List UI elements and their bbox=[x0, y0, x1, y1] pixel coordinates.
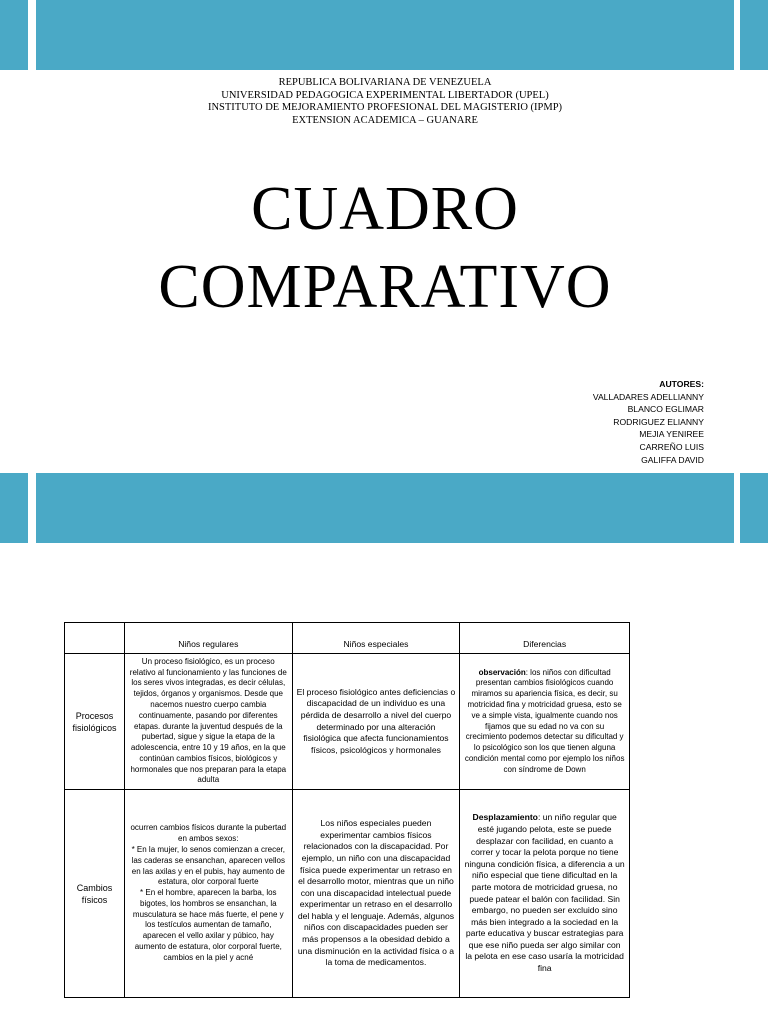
diferencias-text: : un niño regular que esté jugando pelota, este se puede desplazar con facilidad, en cuanto a correr y tocar la pelota porque no tiene ninguna condición física, a diferencia a un niño especial que tiene dificultad en la parte motora de motricidad gruesa, no puede patear el balón con facilidad. Sin embargo, no pueden ser excluido sino más bien integrado a la sociedad en la parte educativa y buscar estrategias para que ese niño pueda ser algo similar con la pelota en ese caso usaría la motricidad fina bbox=[464, 812, 625, 974]
header-line: REPUBLICA BOLIVARIANA DE VENEZUELA bbox=[278, 77, 492, 88]
comparison-table bbox=[64, 622, 630, 998]
diferencias-text: : los niños con dificultad presentan cambios fisiológicos cuando miramos su apariencia física, es decir, su motricidad fina y motricidad gruesa, esto se ve a simple vista, igualmente cuando nos fijamos que su edad no va con su crecimiento podemos detectar su dificultad y lo psicológico son los que tienen alguna condición mental como por ejemplo los niños con síndrome de Down bbox=[464, 667, 625, 774]
cover-bottom-band bbox=[36, 473, 734, 543]
right-edge-band-top bbox=[740, 0, 768, 70]
header-cell-empty bbox=[65, 623, 125, 654]
table-row bbox=[65, 790, 630, 998]
table-row bbox=[65, 654, 630, 790]
header-line: UNIVERSIDAD PEDAGOGICA EXPERIMENTAL LIBERTADOR (UPEL) bbox=[221, 89, 549, 101]
author-name: VALLADARES ADELLIANNY bbox=[592, 391, 704, 402]
cell-especiales: El proceso fisiológico antes deficiencias o discapacidad de un individuo es una pérdida de desarrollo a nivel del cuerpo determinado por una alteración fisiológica que afecta funcionamientos físicos, psicológicos y hormonales bbox=[292, 654, 460, 790]
header-line: INSTITUTO DE MEJORAMIENTO PROFESIONAL DEL MAGISTERIO (IPMP) bbox=[207, 102, 563, 113]
institution-header bbox=[36, 77, 734, 127]
header-ninos-regulares: Niños regulares bbox=[124, 623, 292, 654]
authors-label: AUTORES: bbox=[659, 379, 704, 389]
author-name: MEJIA YENIREE bbox=[639, 429, 704, 440]
diferencias-keyword: observación bbox=[478, 667, 526, 677]
cell-diferencias bbox=[460, 790, 630, 998]
left-edge-band-bottom bbox=[0, 473, 28, 543]
right-edge-band-bottom bbox=[740, 473, 768, 543]
left-edge-band-top bbox=[0, 0, 28, 70]
cell-especiales: Los niños especiales pueden experimentar cambios físicos relacionados con la discapacidad. Por ejemplo, un niño con una discapacidad física puede experimentar un retraso en el desarrollo motor, mientras que un niño con una discapacidad intelectual puede experimentar un retraso en el desarrollo del habla y el lenguaje. Además, algunos niños con discapacidades pueden ser más propensos a la obesidad debido a una disminución en la actividad física o a la toma de medicamentos. bbox=[292, 790, 460, 998]
header-line: EXTENSION ACADEMICA – GUANARE bbox=[292, 114, 478, 126]
author-name: RODRIGUEZ ELIANNY bbox=[613, 416, 704, 427]
table-header-row bbox=[65, 623, 630, 654]
cell-regulares: Un proceso fisiológico, es un proceso relativo al funcionamiento y las funciones de los seres vivos integradas, es decir células, tejidos, órganos y organismos. Desde que nacemos nuestro cuerpo cambia continuamente, pasando por diferentes etapas. durante la juventud después de la pubertad, sigue y sigue la etapa de la adolescencia, entre 10 y 19 años, en la que continúan cambios físicos, biológicos y hormonales que nos preparan para la etapa adulta bbox=[124, 654, 292, 790]
title-line-1: CUADRO bbox=[251, 175, 519, 243]
row-label: Procesos fisiológicos bbox=[65, 654, 125, 790]
author-name: GALIFFA DAVID bbox=[641, 454, 704, 465]
row-label: Cambios físicos bbox=[65, 790, 125, 998]
cell-regulares: ocurren cambios físicos durante la pubertad en ambos sexos: * En la mujer, lo senos comienzan a crecer, las caderas se ensanchan, aparecen vellos en las axilas y en el pubis, hay aumento de estatura, olor corporal fuerte * En el hombre, aparecen la barba, los bigotes, los hombros se ensanchan, la musculatura se hace más fuerte, el pene y los testículos aumentan de tamaño, aparecen el vello axilar y púbico, hay aumento de estatura, olor corporal fuerte, cambios en la piel y acné bbox=[124, 790, 292, 998]
right-page-edge bbox=[740, 0, 768, 543]
title-line-2: COMPARATIVO bbox=[158, 253, 612, 321]
author-name: BLANCO EGLIMAR bbox=[627, 404, 704, 415]
header-diferencias: Diferencias bbox=[460, 623, 630, 654]
cover-top-band bbox=[36, 0, 734, 70]
document-title bbox=[36, 170, 734, 326]
author-name: CARREÑO LUIS bbox=[639, 441, 704, 452]
left-page-edge bbox=[0, 0, 28, 543]
cell-diferencias bbox=[460, 654, 630, 790]
header-ninos-especiales: Niños especiales bbox=[292, 623, 460, 654]
diferencias-keyword: Desplazamiento bbox=[472, 812, 538, 823]
authors-block bbox=[593, 378, 704, 466]
